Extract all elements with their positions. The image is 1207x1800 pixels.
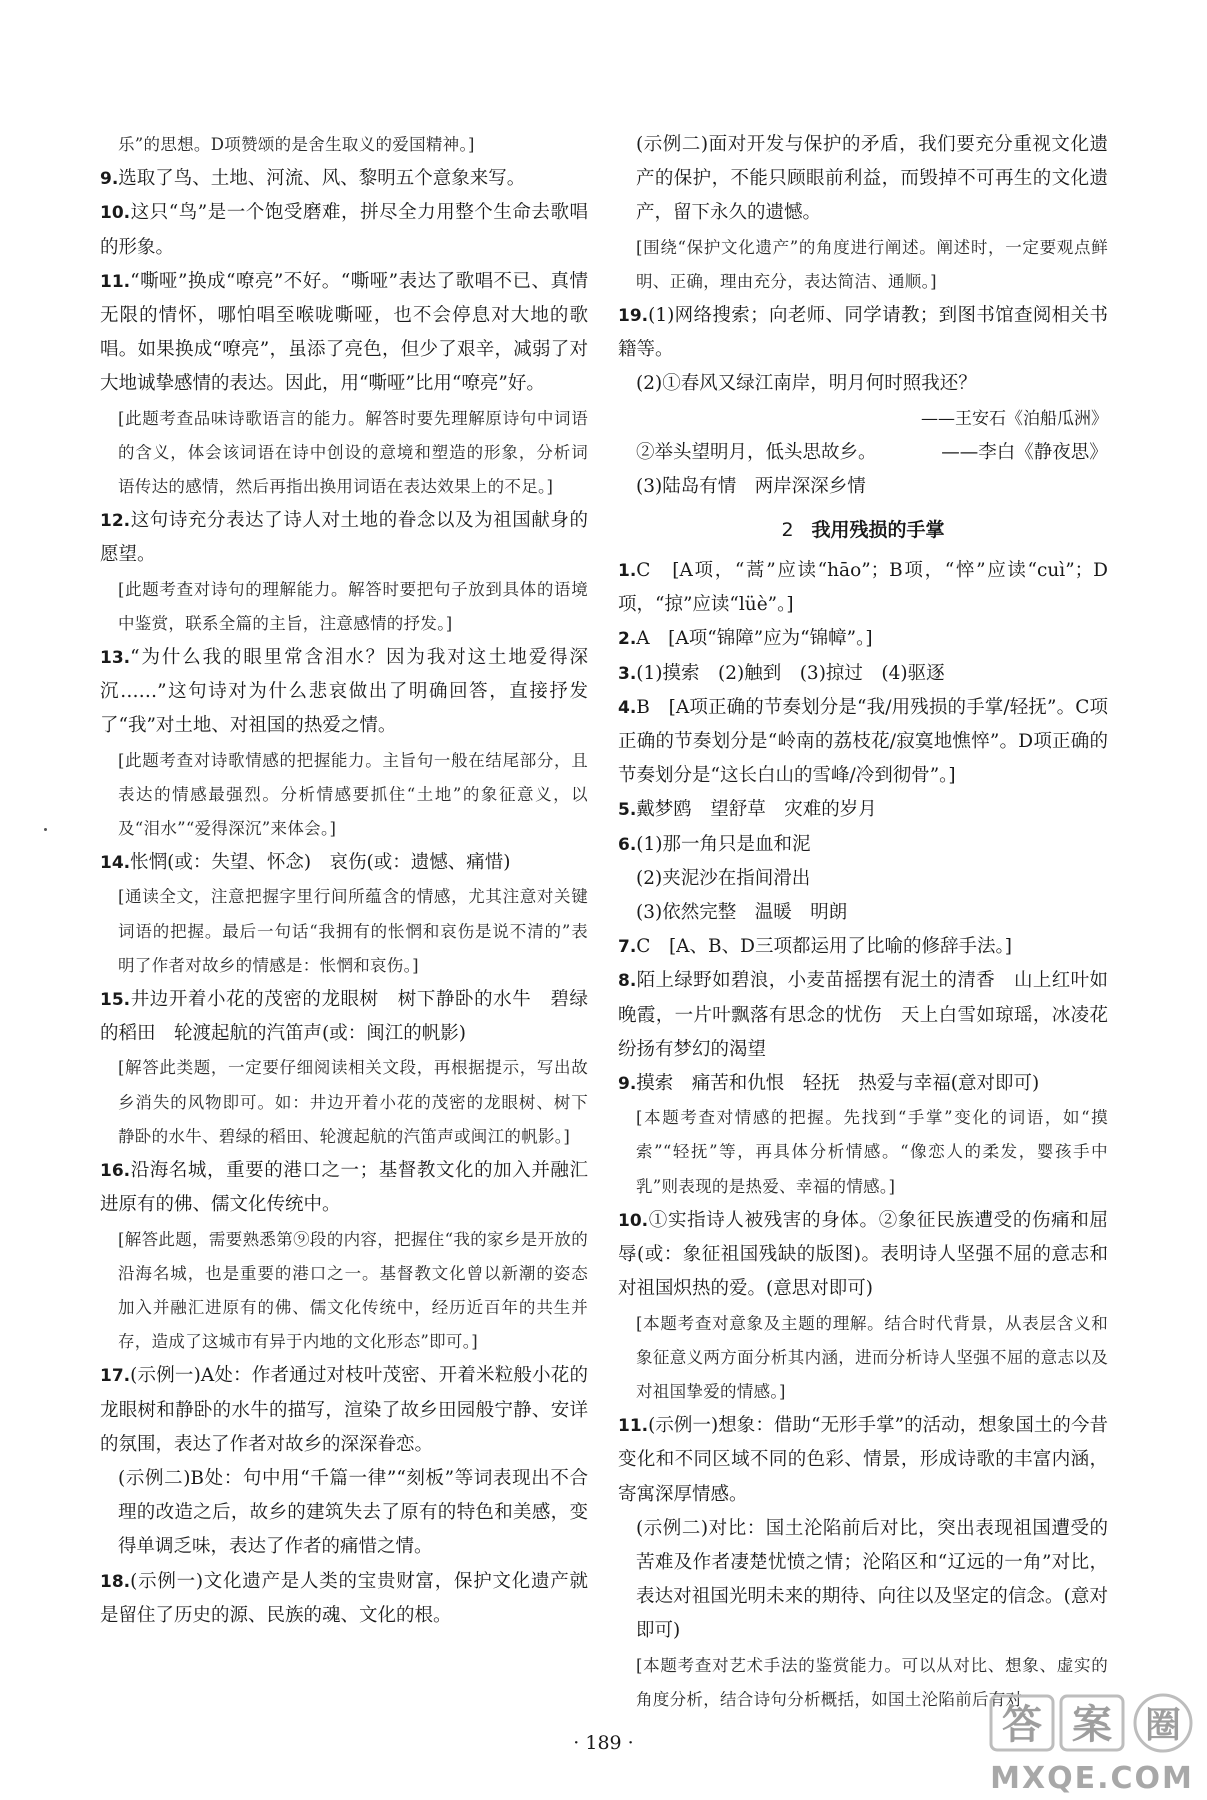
answer-text: [本题考查对艺术手法的鉴赏能力。可以从对比、想象、虚实的角度分析，结合诗句分析概括，如国土沦陷前后有对 xyxy=(636,1655,1108,1709)
answer-item xyxy=(100,162,588,196)
answer-item xyxy=(618,1409,1108,1512)
question-number: 11. xyxy=(618,1416,649,1437)
question-number: 12. xyxy=(100,511,131,532)
answer-item xyxy=(618,436,1108,470)
answer-item xyxy=(618,554,1108,622)
left-column xyxy=(100,128,588,1633)
question-number: 4. xyxy=(618,697,637,718)
answer-text: B [A项正确的节奏划分是“我/用残损的手掌/轻抚”。C项正确的节奏划分是“岭南的荔枝花/寂寞地憔悴”。D项正确的节奏划分是“这长白山的雪峰/冷到彻骨”。] xyxy=(618,696,1108,787)
svg-text:MXQE.COM: MXQE.COM xyxy=(990,1761,1194,1795)
question-number: 13. xyxy=(100,648,131,669)
answer-text: (示例一)A处：作者通过对枝叶茂密、开着米粒般小花的龙眼树和静卧的水牛的描写，渲染了故乡田园般宁静、安详的氛围，表达了作者对故乡的深深眷恋。 xyxy=(100,1365,588,1455)
answer-item xyxy=(100,1359,588,1462)
answer-item xyxy=(618,1512,1108,1649)
answer-text: (2)①春风又绿江南岸，明月何时照我还？ xyxy=(636,373,977,395)
question-number: 3. xyxy=(618,663,637,684)
answer-item xyxy=(618,299,1108,367)
answer-text: ①实指诗人被残害的身体。②象征民族遭受的伤痛和屈辱(或：象征祖国残缺的版图)。表明诗人坚强不屈的意志和对祖国炽热的爱。(意思对即可) xyxy=(618,1209,1108,1300)
answer-item xyxy=(618,470,1108,504)
question-number: 11. xyxy=(100,271,131,292)
answer-item xyxy=(100,1565,588,1633)
answer-item xyxy=(618,964,1108,1067)
answer-explanation xyxy=(100,744,588,847)
answer-text: C [A、B、D三项都运用了比喻的修辞手法。] xyxy=(636,936,1012,958)
answer-text: [此题考查对诗歌情感的把握能力。主旨句一般在结尾部分，且表达的情感最强烈。分析情感要抓住“土地”的象征意义，以及“泪水”“爱得深沉”来体会。] xyxy=(118,750,588,839)
answer-text: (示例一)想象：借助“无形手掌”的活动，想象国土的今昔变化和不同区域不同的色彩、情景，形成诗歌的丰富内涵，寄寓深厚情感。 xyxy=(618,1415,1108,1505)
answer-text: [解答此类题，一定要仔细阅读相关文段，再根据提示，写出故乡消失的风物即可。如：井边开着小花的茂密的龙眼树、树下静卧的水牛、碧绿的稻田、轮渡起航的汽笛声或闽江的帆影。] xyxy=(118,1058,588,1146)
answer-item xyxy=(618,1204,1108,1307)
question-number: 14. xyxy=(100,853,131,874)
answer-explanation xyxy=(100,128,588,162)
svg-text:案: 案 xyxy=(1072,1702,1112,1748)
question-number: 1. xyxy=(618,561,637,582)
section-title xyxy=(618,510,1108,550)
answer-explanation xyxy=(100,1051,588,1154)
question-number: 5. xyxy=(618,800,637,821)
answer-explanation xyxy=(100,573,588,641)
answer-item xyxy=(618,691,1108,794)
poem-attribution: ——王安石《泊船瓜洲》 xyxy=(921,408,1108,429)
answer-item xyxy=(618,896,1108,930)
answer-item xyxy=(618,128,1108,231)
question-number: 10. xyxy=(100,203,131,224)
answer-explanation xyxy=(100,1223,588,1360)
watermark-logo xyxy=(985,1690,1200,1795)
answer-item xyxy=(100,1462,588,1565)
answer-explanation xyxy=(618,1307,1108,1410)
answer-text: (示例一)文化遗产是人类的宝贵财富，保护文化遗产就是留住了历史的源、民族的魂、文化的根。 xyxy=(100,1570,588,1626)
answer-item xyxy=(618,793,1108,827)
answer-text: (1)那一角只是血和泥 xyxy=(636,833,811,855)
answer-text: 怅惘(或：失望、怀念) 哀伤(或：遗憾、痛惜) xyxy=(130,852,511,874)
answer-item xyxy=(618,657,1108,691)
section-number: 2 xyxy=(781,519,794,542)
question-number: 15. xyxy=(100,990,131,1011)
answer-item xyxy=(100,983,588,1051)
question-number: 9. xyxy=(618,1074,637,1095)
answer-text: (3)陆岛有情 两岸深深乡情 xyxy=(636,475,866,497)
answer-text: [本题考查对情感的把握。先找到“手掌”变化的词语，如“摸索”“轻抚”等，再具体分析情感。“像恋人的柔发，婴孩手中乳”则表现的是热爱、幸福的情感。] xyxy=(636,1108,1108,1196)
answer-text: [此题考查品味诗歌语言的能力。解答时要先理解原诗句中词语的含义，体会该词语在诗中创设的意境和塑造的形象，分析词语传达的感情，然后再指出换用词语在表达效果上的不足。] xyxy=(118,408,588,497)
answer-text: (1)网络搜索；向老师、同学请教；到图书馆查阅相关书籍等。 xyxy=(618,305,1108,361)
question-number: 10. xyxy=(618,1210,649,1231)
answer-text: (1)摸索 (2)触到 (3)掠过 (4)驱逐 xyxy=(636,662,945,684)
answer-text: (示例二)B处：句中用“千篇一律”“刻板”等词表现出不合理的改造之后，故乡的建筑失去了原有的特色和美感，变得单调乏味，表达了作者的痛惜之情。 xyxy=(118,1467,588,1558)
answer-text: [此题考查对诗句的理解能力。解答时要把句子放到具体的语境中鉴赏，联系全篇的主旨，注意感情的抒发。] xyxy=(118,579,588,633)
answer-text: C [A项，“蒿”应读“hāo”；B项，“悴”应读“cuì”；D项，“掠”应读“lüè”。] xyxy=(618,560,1108,616)
answer-text: (2)夹泥沙在指间滑出 xyxy=(636,867,811,889)
answer-text: [本题考查对意象及主题的理解。结合时代背景，从表层含义和象征意义两方面分析其内涵，进而分析诗人坚强不屈的意志以及对祖国挚爱的情感。] xyxy=(636,1313,1108,1401)
scan-speck xyxy=(44,828,47,831)
question-number: 17. xyxy=(100,1366,131,1387)
answer-item xyxy=(618,1067,1108,1101)
answer-text: 选取了鸟、土地、河流、风、黎明五个意象来写。 xyxy=(118,168,526,190)
section-heading: 我用残损的手掌 xyxy=(811,519,945,542)
answer-item xyxy=(100,641,588,744)
question-number: 6. xyxy=(618,834,637,855)
answer-text: A [A项“锦障”应为“锦幛”。] xyxy=(636,628,873,650)
question-number: 16. xyxy=(100,1161,131,1182)
svg-text:圈: 圈 xyxy=(1144,1705,1182,1746)
answer-text: “嘶哑”换成“嘹亮”不好。“嘶哑”表达了歌唱不已、真情无限的情怀，哪怕唱至喉咙嘶哑，也不会停息对大地的歌唱。如果换成“嘹亮”，虽添了亮色，但少了艰辛，减弱了对大地诚挚感情的表达。因此，用“嘶哑”比用“嘹亮”好。 xyxy=(100,270,588,395)
answer-item xyxy=(100,196,588,264)
question-number: 2. xyxy=(618,629,637,650)
page-number: · 189 · xyxy=(573,1732,634,1754)
answer-text: (3)依然完整 温暖 明朗 xyxy=(636,902,848,924)
question-number: 7. xyxy=(618,937,637,958)
answer-item xyxy=(618,862,1108,896)
answer-item xyxy=(618,930,1108,964)
right-column xyxy=(618,128,1108,1717)
answer-text: [通读全文，注意把握字里行间所蕴含的情感，尤其注意对关键词语的把握。最后一句话“我拥有的怅惘和哀伤是说不清的”表明了作者对故乡的情感是：怅惘和哀伤。] xyxy=(118,887,588,975)
question-number: 8. xyxy=(618,971,637,992)
answer-text: [围绕“保护文化遗产”的角度进行阐述。阐述时，一定要观点鲜明、正确，理由充分，表达简洁、通顺。] xyxy=(636,237,1108,291)
answer-item xyxy=(100,846,588,880)
answer-text: 摸索 痛苦和仇恨 轻抚 热爱与幸福(意对即可) xyxy=(636,1073,1040,1095)
answer-explanation xyxy=(618,231,1108,299)
question-number: 18. xyxy=(100,1571,131,1592)
answer-text: 陌上绿野如碧浪，小麦苗摇摆有泥土的清香 山上红叶如晚霞，一片叶飘落有思念的忧伤 天上白雪如琼瑶，冰凌花纷扬有梦幻的渴望 xyxy=(618,970,1108,1060)
answer-text: ②举头望明月，低头思故乡。 ——李白《静夜思》 xyxy=(636,441,1108,463)
answer-text: (示例二)对比：国土沦陷前后对比，突出表现祖国遭受的苦难及作者凄楚忧愤之情；沦陷区和“辽远的一角”对比，表达对祖国光明未来的期待、向往以及坚定的信念。(意对即可) xyxy=(636,1517,1108,1642)
svg-text:答: 答 xyxy=(1002,1702,1042,1748)
answer-item xyxy=(100,1154,588,1222)
question-number: 19. xyxy=(618,306,649,327)
answer-text: 井边开着小花的茂密的龙眼树 树下静卧的水牛 碧绿的稻田 轮渡起航的汽笛声(或：闽江的帆影) xyxy=(100,989,588,1045)
answer-text: 沿海名城，重要的港口之一；基督教文化的加入并融汇进原有的佛、儒文化传统中。 xyxy=(100,1160,588,1216)
answer-explanation xyxy=(618,1101,1108,1204)
answer-text: 这句诗充分表达了诗人对土地的眷念以及为祖国献身的愿望。 xyxy=(100,510,588,566)
answer-explanation xyxy=(100,880,588,983)
answer-item xyxy=(618,828,1108,862)
answer-item xyxy=(618,367,1108,401)
answer-text: 乐”的思想。D项赞颂的是舍生取义的爱国精神。] xyxy=(118,135,475,154)
answer-text: [解答此题，需要熟悉第⑨段的内容，把握住“我的家乡是开放的沿海名城，也是重要的港口之一。基督教文化曾以新潮的姿态加入并融汇进原有的佛、儒文化传统中，经历近百年的共生并存，造成了这城市有异于内地的文化形态”即可。] xyxy=(118,1229,588,1352)
answer-text: 戴梦鸥 望舒草 灾难的岁月 xyxy=(636,799,877,821)
answer-text: (示例二)面对开发与保护的矛盾，我们要充分重视文化遗产的保护，不能只顾眼前利益，而毁掉不可再生的文化遗产，留下永久的遗憾。 xyxy=(636,134,1108,224)
answer-item xyxy=(100,504,588,572)
question-number: 9. xyxy=(100,169,119,190)
answer-text: “为什么我的眼里常含泪水？因为我对这土地爱得深沉……”这句诗对为什么悲哀做出了明确回答，直接抒发了“我”对土地、对祖国的热爱之情。 xyxy=(100,647,588,737)
answer-explanation xyxy=(100,402,588,505)
answer-item xyxy=(618,622,1108,656)
answer-text: 这只“鸟”是一个饱受磨难，拼尽全力用整个生命去歌唱的形象。 xyxy=(100,202,588,258)
answer-item xyxy=(100,265,588,402)
